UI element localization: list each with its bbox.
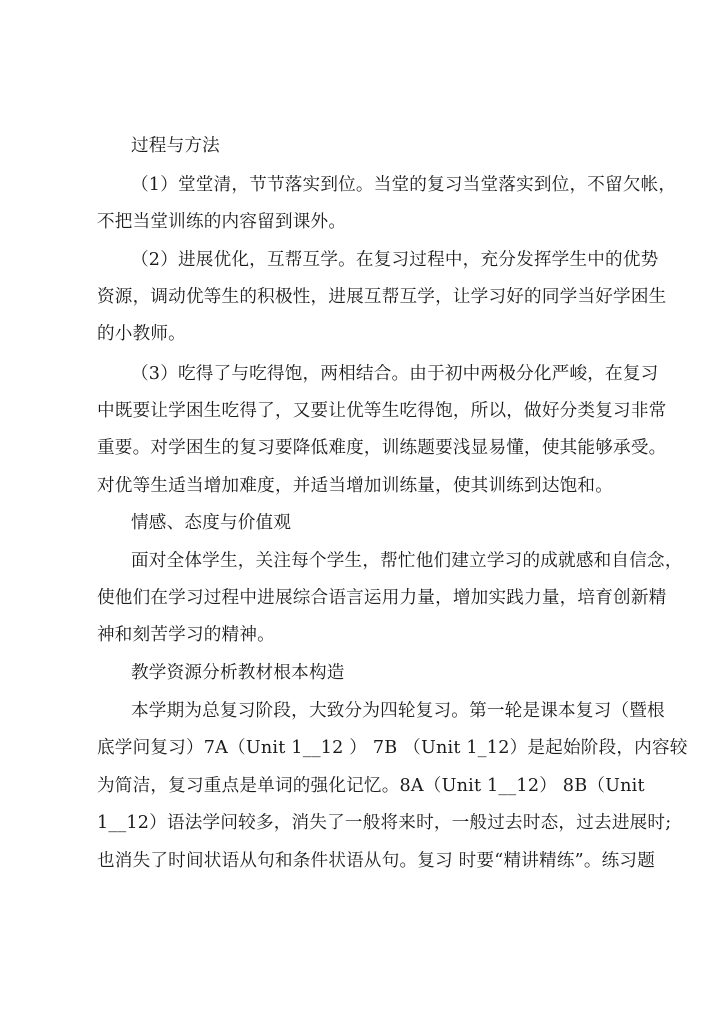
paragraph-line: 本学期为总复习阶段，大致分为四轮复习。第一轮是课本复习（暨根 — [131, 701, 665, 721]
paragraph-line: 1__12）语法学问较多，消失了一般将来时，一般过去时态，过去进展时; — [97, 813, 672, 833]
paragraph-line: 中既要让学困生吃得了，又要让优等生吃得饱，所以，做好分类复习非常 — [97, 401, 667, 421]
paragraph-line: 为简洁，复习重点是单词的强化记忆。8A（Unit 1__12） 8B（Unit — [97, 776, 645, 796]
paragraph-line: （3）吃得了与吃得饱，两相结合。由于初中两极分化严峻，在复习 — [131, 364, 659, 384]
paragraph-line: 底学问复习）7A（Unit 1__12 ） 7B （Unit 1_12）是起始阶段，内容较 — [97, 738, 688, 758]
paragraph-line: 的小教师。 — [97, 324, 186, 344]
paragraph-line: 对优等生适当增加难度，并适当增加训练量，使其训练到达饱和。 — [97, 476, 614, 496]
section-heading: 教学资源分析教材根本构造 — [131, 663, 345, 683]
section-heading: 情感、态度与价值观 — [131, 513, 292, 533]
paragraph-line: 使他们在学习过程中进展综合语言运用力量，增加实践力量，培育创新精 — [97, 588, 667, 608]
paragraph-line: 重要。对学困生的复习要降低难度，训练题要浅显易懂，使其能够承受。 — [97, 438, 667, 458]
paragraph-line: （1）堂堂清，节节落实到位。当堂的复习当堂落实到位，不留欠帐， — [131, 175, 677, 195]
section-heading: 过程与方法 — [131, 136, 220, 156]
paragraph-line: 神和刻苦学习的精神。 — [97, 625, 275, 645]
paragraph-line: 也消失了时间状语从句和条件状语从句。复习 时要“精讲精练”。练习题 — [97, 851, 655, 871]
paragraph-line: 不把当堂训练的内容留到课外。 — [97, 212, 347, 232]
paragraph-line: （2）进展优化，互帮互学。在复习过程中，充分发挥学生中的优势 — [131, 250, 659, 270]
paragraph-line: 资源，调动优等生的积极性，进展互帮互学，让学习好的同学当好学困生 — [97, 287, 667, 307]
paragraph-line: 面对全体学生，关注每个学生，帮忙他们建立学习的成就感和自信念， — [131, 551, 683, 571]
